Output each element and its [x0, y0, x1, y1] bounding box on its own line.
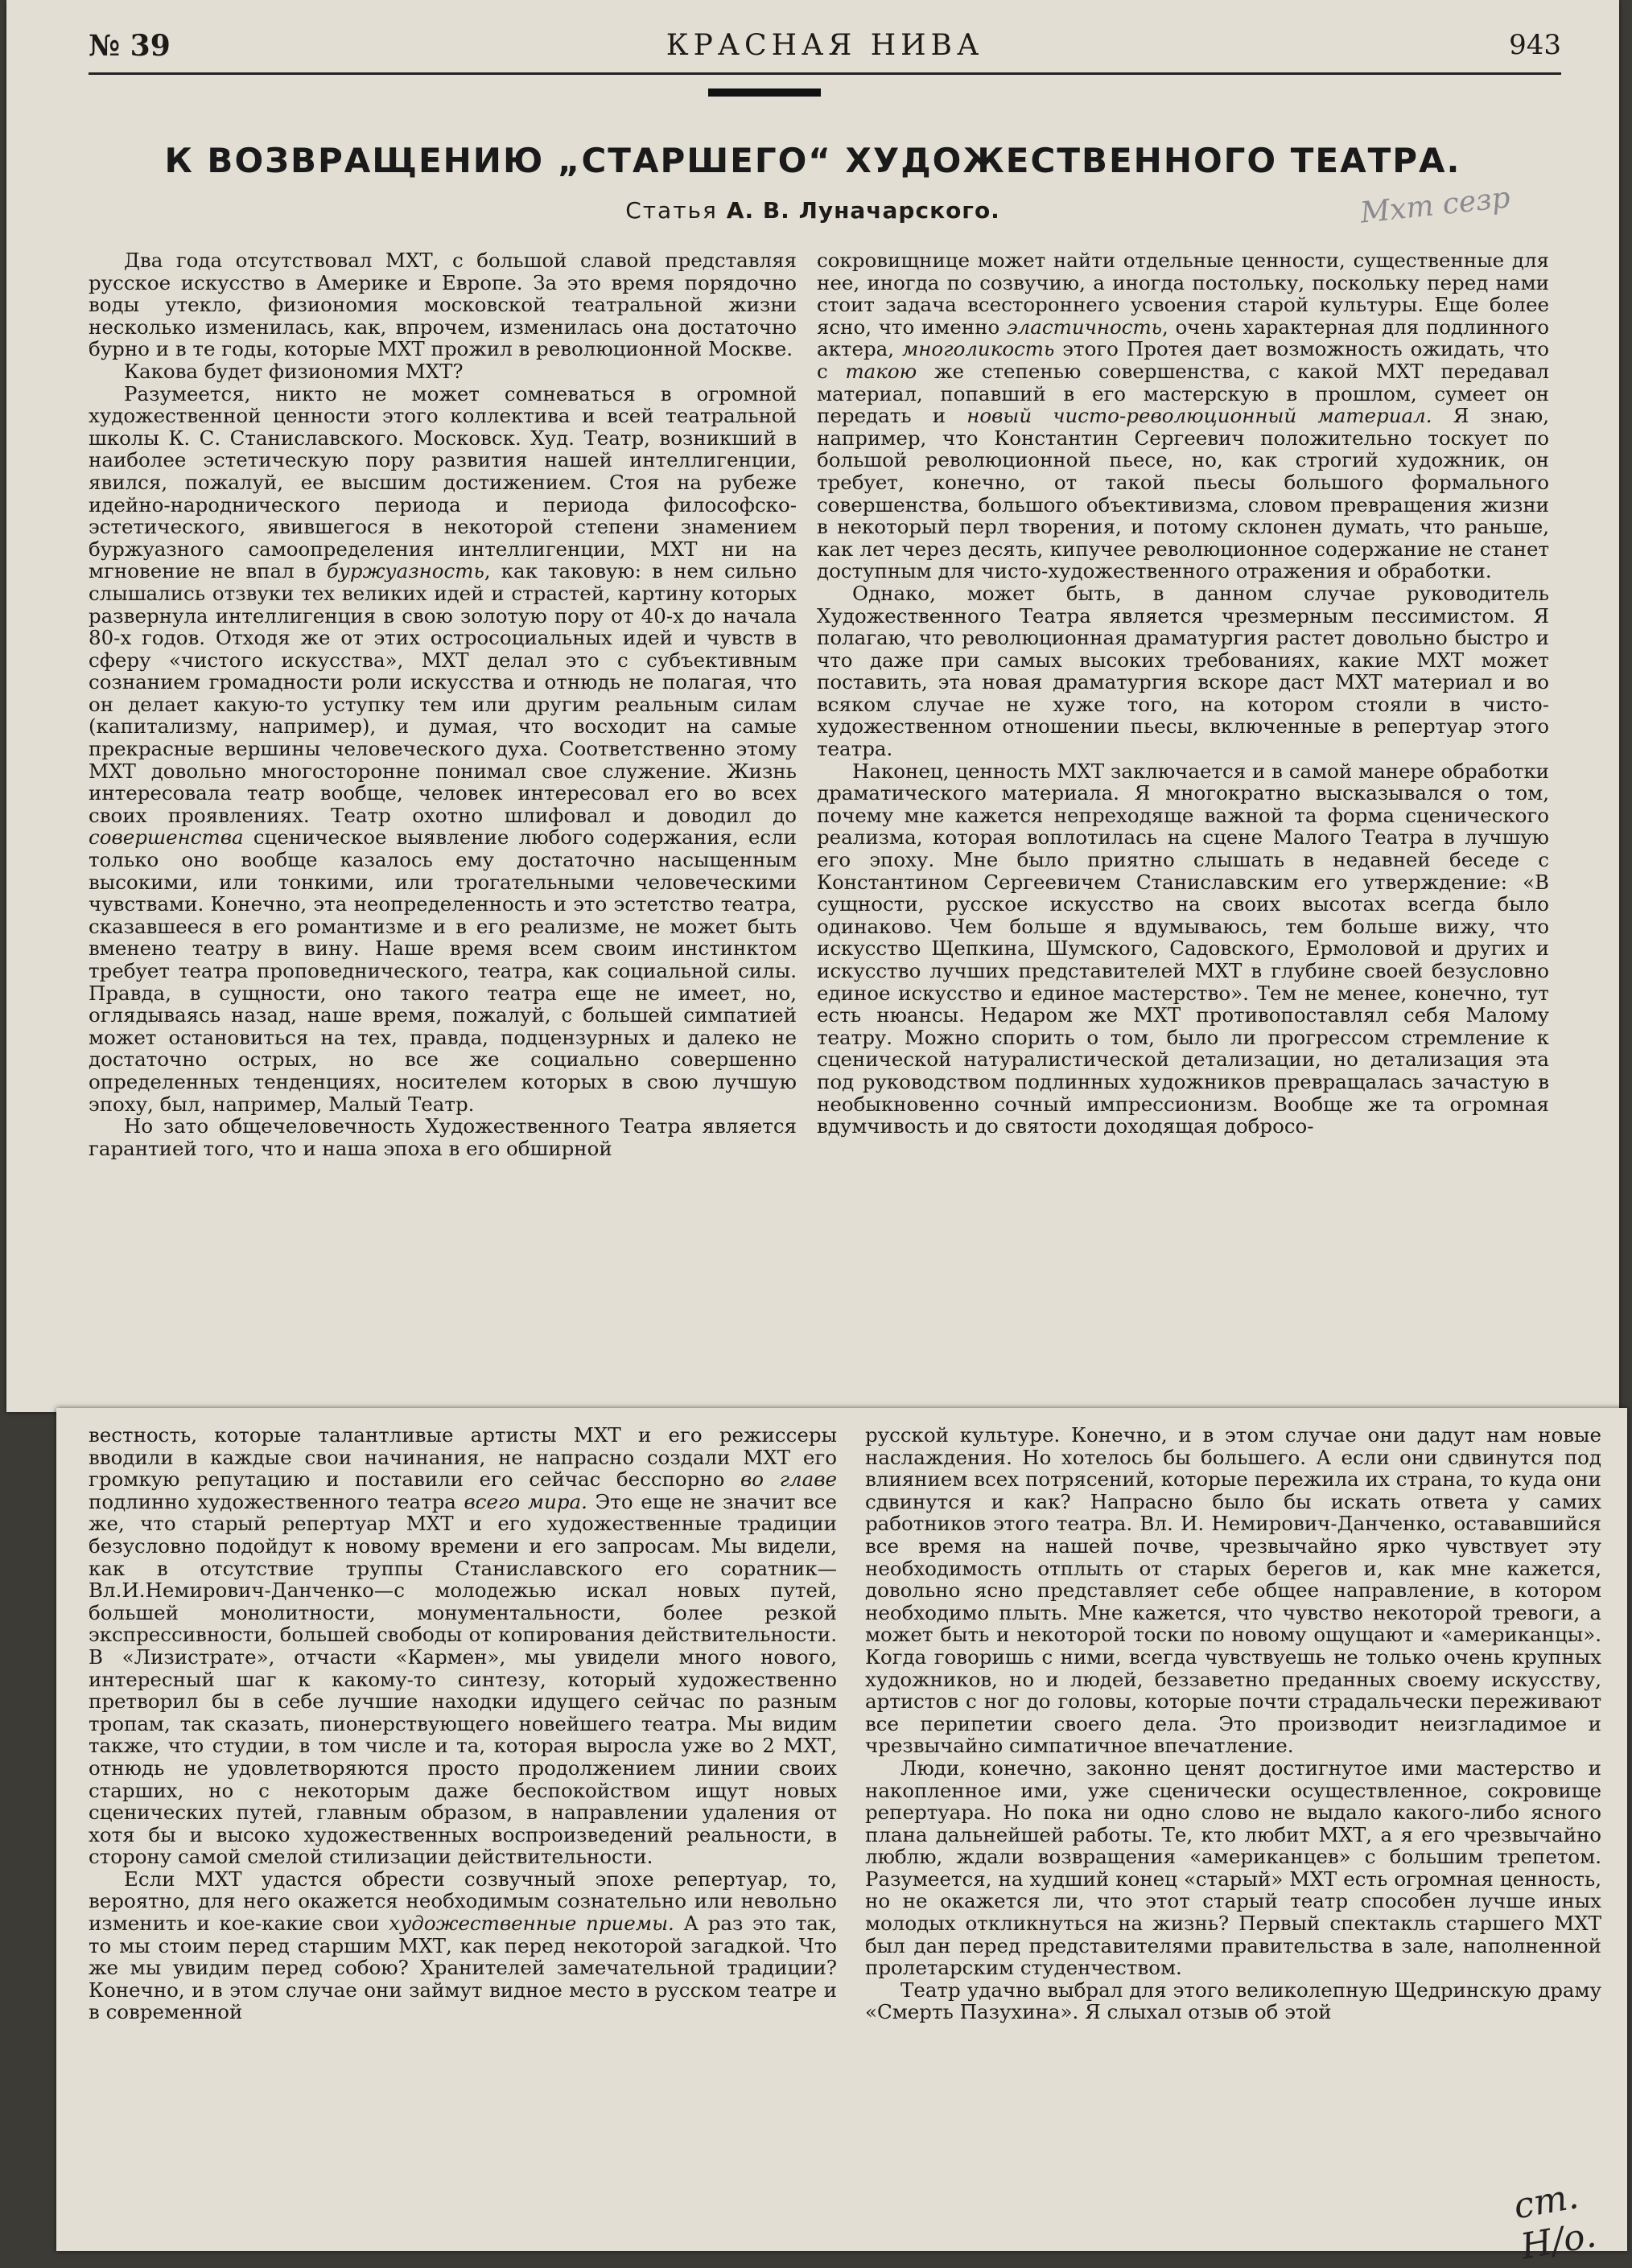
- text-run: сокровищнице может найти отдельные ценности, существенные для нее, иногда по созвучию, а иногда постольку, поскольку перед нами стоит задача всестороннего усвоения старой культуры. Еще более ясно, что именно: [817, 249, 1549, 339]
- text-run: Это еще не значит все же, что старый репертуар МХТ и его художественные традиции безусловно подойдут к новому времени и его запросам. Мы видели, как в отсутствие труппы Станиславского его соратник—Вл.И.Немирович-Данченко—с молодежью искал новых путей, большей монолитности, монументальности, более резкой экспрессивности, большей свободы от копирования действительности. В «Лизистрате», отчасти «Кармен», мы увидели много нового, интересный шаг к какому-то синтезу, который художественно претворил бы в себе лучшие находки идущего сейчас по разным тропам, так сказать, пионерствующего новейшего театра. Мы видим также, что студии, в том числе и та, которая выросла уже во 2 МХТ, отнюдь не удовлетворяются просто продолжением линии своих старших, но с некоторым даже беспокойством ищут новых сценических путей, главным образом, в направлении удаления от хотя бы и высоко художественных воспроизведений реальности, в сторону самой смелой стилизации действительности.: [89, 1489, 838, 1869]
- text-run: Разумеется, никто не может сомневаться в огромной художественной ценности этого коллектива и всей театральной школы К. С. Станиславского. Московск. Худ. Театр, возникший в наиболее эстетическую пору развития нашей интеллигенции, явился, пожалуй, ее высшим достижением. Стоя на рубеже идейно-народнического периода и периода философско-эстетического, явившегося в некоторой степени знамением буржуазного самоопределения интеллигенции, МХТ ни на мгновение не впал в: [89, 381, 797, 583]
- text-run: сценическое выявление любого содержания, если только оно вообще казалось ему достаточно насыщенным высокими, или тонкими, или трогательными человеческими чувствами. Конечно, эта неопределенность и это эстетство театра, сказавшееся в его романтизме и в его реализме, не может быть вменено театру в вину. Наше время всем своим инстинктом требует театра проповеднического, театра, как социальной силы. Правда, в сущности, оно такого театра еще не имеет, но, оглядываясь назад, наше время, пожалуй, с большей симпатией может остановиться на тех, правда, подцензурных и далеко не достаточно острых, но все же социально совершенно определенных тенденциях, носителем которых в свою лучшую эпоху, был, например, Малый Театр.: [89, 825, 797, 1116]
- paragraph: Два года отсутствовал МХТ, с большой славой представляя русское искусство в Америке и Европе. За это время порядочно воды утекло, физиономия московской театральной жизни несколько изменилась, как, впрочем, изменилась она достаточно бурно и в те годы, которые МХТ прожил в революционной Москве.: [89, 249, 797, 361]
- paragraph: Однако, может быть, в данном случае руководитель Художественного Театра является чрезмерным пессимистом. Я полагаю, что революционная драматургия растет довольно быстро и что даже при самых высоких требованиях, какие МХТ может поставить, эта новая драматургия вскоре даст МХТ материал и во всяком случае не хуже того, на котором стояли в чисто-художественном отношении пьесы, включенные в репертуар этого театра.: [817, 581, 1549, 761]
- text-run: же степенью совершенства, с какой МХТ передавал материал, попавший в его мастерскую в прошлом, сумеет он передать и: [817, 359, 1549, 428]
- text-run: Я знаю, например, что Константин Сергеевич положительно тоскует по большой революционной пьесе, но, как строгий художник, он требует, конечно, от такой пьесы большого формального совершенства, большого объективизма, словом превращения жизни в некоторый перл творения, и потому склонен думать, что раньше, как лет через десять, кипучее революционное содержание не станет доступным для чисто-художественного отражения и обработки.: [817, 404, 1550, 583]
- page-number: 943: [1509, 29, 1561, 61]
- text-run: , очень характерная для подлинного актера,: [817, 315, 1550, 361]
- text-column-3: [89, 1424, 837, 2023]
- byline-prefix: Статья: [625, 197, 718, 224]
- paragraph: Наконец, ценность МХТ заключается и в самой манере обработки драматического материала. Я многократно высказывался о том, почему мне кажется непреходяще важной та форма сценического реализма, которая воплотилась на сцене Малого Театра в лучшую его эпоху. Мне было приятно слышать в недавней беседе с Константином Сергеевичем Станиславским его утверждение: «В сущности, русское искусство на своих высотах всегда было одинаково. Чем больше я вдумываюсь, тем больше вижу, что искусство Щепкина, Шумского, Садовского, Ермоловой и других и искусство лучших представителей МХТ в глубине своей безусловно единое искусство и единое мастерство». Тем не менее, конечно, тут есть нюансы. Недаром же МХТ противопоставлял себя Малому театру. Можно спорить о том, было ли прогрессом стремление к сценической натуралистической детализации, но детализация эта под руководством подлинных художников превращалась зачастую в необыкновенно сочный импрессионизм. Вообще же та огромная вдумчивость и до святости доходящая добросо-: [817, 759, 1549, 1138]
- paragraph: русской культуре. Конечно, и в этом случае они дадут нам новые наслаждения. Но хотелось бы большего. А если они сдвинутся под влиянием всех потрясений, которые пережила их страна, то куда они сдвинутся и как? Напрасно было бы искать ответа у самих работников этого театра. Вл. И. Немирович-Данченко, остававшийся все время на нашей почве, чрезвычайно ярко чувствует эту необходимость отплыть от старых берегов и, как мне кажется, довольно ясно представляет себе общее направление, в котором необходимо плыть. Мне кажется, что чувство некоторой тревоги, а может быть и некоторой тоски по новому ощущают и «американцы». Когда говоришь с ними, всегда чувствуешь не только очень крупных художников, но и людей, беззаветно преданных своему искусству, артистов с ног до головы, которые почти страдальчески переживают все перипетии своего дела. Это производит неизгладимое и чрезвычайно симпатичное впечатление.: [865, 1423, 1601, 1758]
- italic-text: совершенства: [89, 825, 244, 850]
- text-column-4: [865, 1424, 1601, 2023]
- text-run: , как таковую: в нем сильно слышались отзвуки тех великих идей и страстей, картину которых развернула интеллигенция в свою золотую пору от 40-х до начала 80-х годов. Отходя же от этих остросоциальных идей и чувств в сферу «чистого искусства», МХТ делал это с субъективным сознанием громадности роли искусства и отнюдь не полагая, что он делает какую-то уступку тем или другим реальным силам (капитализму, например), и думая, что восходит на самые прекрасные вершины человеческого духа. Соответственно этому МХТ довольно многосторонне понимал свое служение. Жизнь интересовала театр вообще, человек интересовал его во всех своих проявлениях. Театр охотно шлифовал и доводил до: [89, 559, 797, 827]
- italic-text: во главе: [740, 1467, 837, 1492]
- text-run: Если МХТ удастся обрести созвучный эпохе репертуар, то, вероятно, для него окажется необходимым сознательно или невольно изменить и кое-какие свои: [89, 1867, 837, 1936]
- italic-text: буржуазность: [326, 559, 484, 583]
- paragraph: Какова будет физиономия МХТ?: [124, 359, 464, 383]
- italic-text: художественные приемы.: [389, 1912, 674, 1936]
- paragraph: Театр удачно выбрал для этого великолепную Щедринскую драму «Смерть Пазухина». Я слыхал отзыв об этой: [865, 1978, 1601, 2024]
- paragraph: [817, 249, 1549, 582]
- italic-text: многоликость: [901, 337, 1055, 361]
- italic-text: эластичность: [1006, 315, 1163, 339]
- text-run: этого Протея дает возможность ожидать, что с: [817, 337, 1549, 383]
- italic-text: новый чисто-революционный материал.: [966, 404, 1432, 428]
- text-run: А раз это так, то мы стоим перед старшим МХТ, как перед некоторой загадкой. Что же мы увидим перед собою? Хранителей замечательной традиции? Конечно, и в этом случае они займут видное место в русском театре и в современной: [89, 1912, 837, 2024]
- magazine-title: КРАСНАЯ НИВА: [666, 29, 984, 62]
- italic-text: такою: [845, 359, 917, 383]
- paragraph: [89, 1868, 837, 2023]
- paragraph: Люди, конечно, законно ценят достигнутое ими мастерство и накопленное ими, уже сценически осуществленное, сокровище репертуара. Но пока ни одно слово не выдало какого-либо ясного плана дальнейшей работы. Те, кто любит МХТ, а я его чрезвычайно люблю, ждали возвращения «американцев» с большим трепетом. Разумеется, на худший конец «старый» МХТ есть огромная ценность, но не окажется ли, что этот старый театр способен лучше иных молодых откликнуться на жизнь? Первый спектакль старшего МХТ был дан перед представителями правительства в зале, наполненной пролетарским студенчеством.: [865, 1756, 1601, 1980]
- article-title: К ВОЗВРАЩЕНИЮ „СТАРШЕГО“ ХУДОЖЕСТВЕННОГО ТЕАТРА.: [164, 141, 1461, 180]
- text-run: вестность, которые талантливые артисты МХТ и его режиссеры вводили в каждые свои начинания, не напрасно создали МХТ его громкую репутацию и поставили его сейчас бесспорно: [89, 1423, 837, 1492]
- text-column-2: [817, 249, 1549, 1138]
- handwritten-stamp: Мхт сезр: [1358, 181, 1512, 230]
- paragraph: [89, 383, 797, 1116]
- byline: [451, 197, 1175, 224]
- text-run: подлинно художественного театра: [89, 1489, 456, 1513]
- paragraph: Но зато общечеловечность Художественного Театра является гарантией того, что и наша эпоха в его обширной: [89, 1114, 797, 1160]
- italic-text: всего мира.: [464, 1489, 587, 1513]
- issue-number: № 39: [89, 29, 171, 63]
- header-rule: [708, 88, 821, 97]
- running-header: [89, 24, 1561, 75]
- paragraph: [89, 1424, 837, 1868]
- handwritten-signature: ст. Н/о.: [1510, 2175, 1600, 2268]
- text-column-1: [89, 249, 797, 1159]
- author-name: А. В. Луначарского.: [726, 197, 1000, 224]
